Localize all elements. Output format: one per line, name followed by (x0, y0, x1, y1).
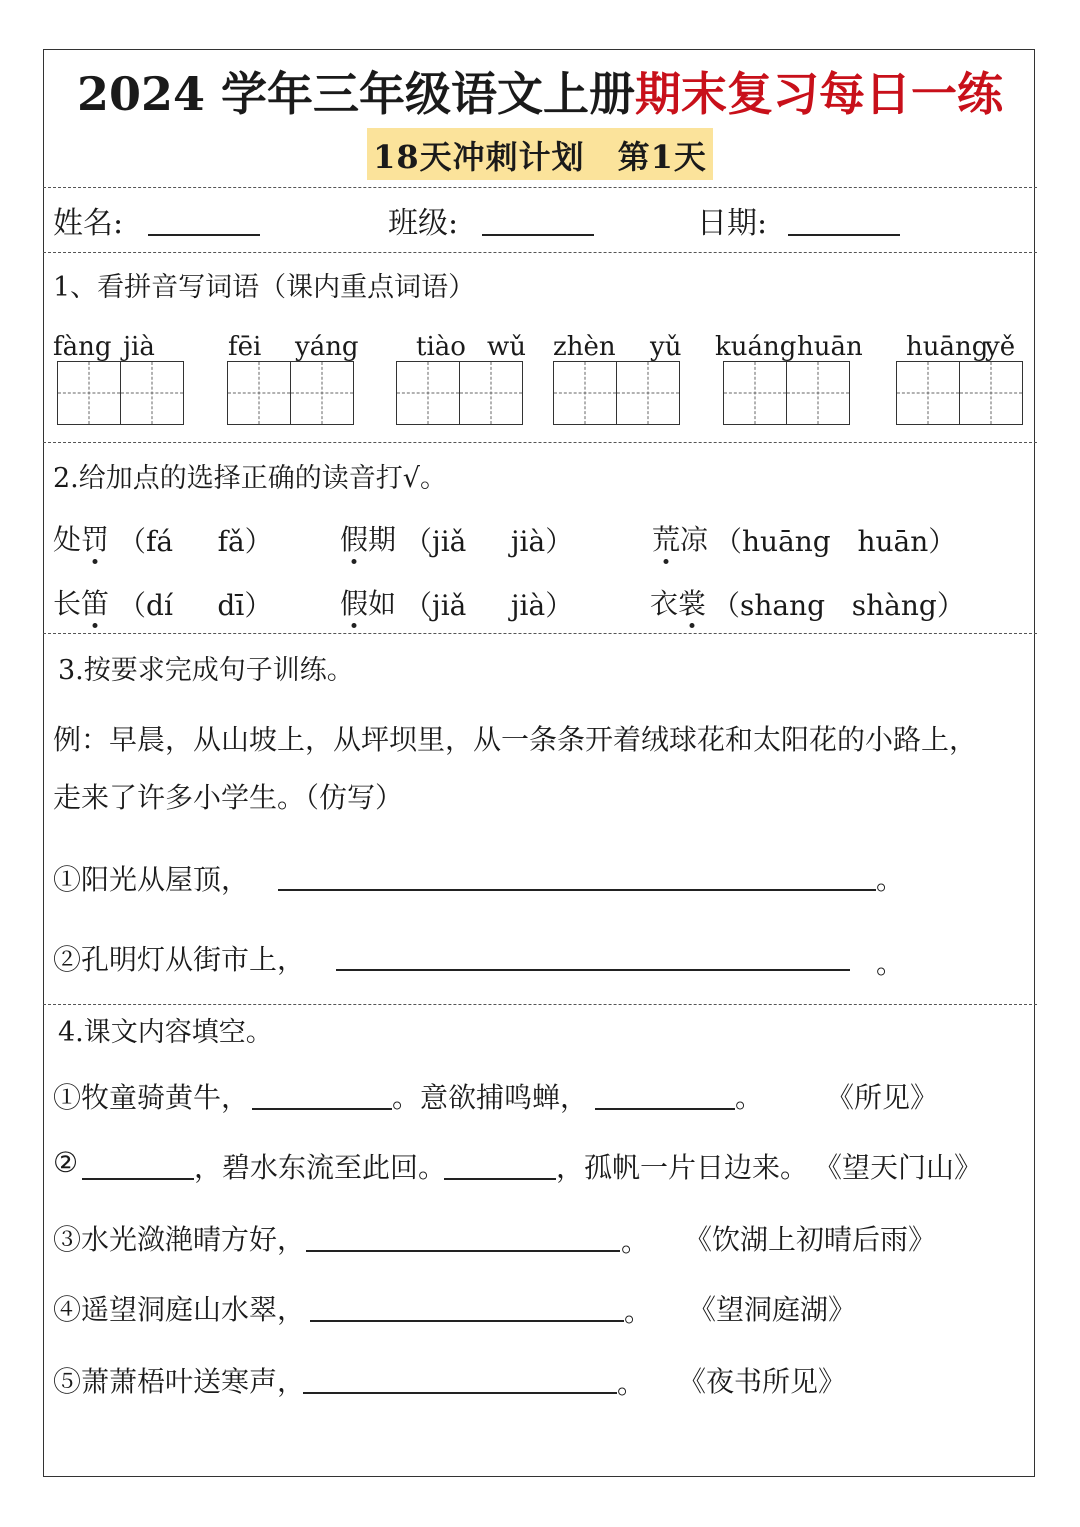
sentence-prompt-1: ①阳光从屋顶， (53, 863, 250, 896)
answer-blank[interactable] (595, 1108, 735, 1110)
grid-cell[interactable] (959, 361, 1023, 425)
period: 。 (624, 1295, 653, 1328)
section3-heading: 3.按要求完成句子训练。 (58, 655, 354, 686)
char: 处 (53, 523, 82, 556)
option-a[interactable]: jiǎ (432, 525, 467, 558)
period: 。 (621, 1225, 650, 1258)
writing-grid[interactable] (227, 361, 354, 425)
dotted-char: 罚 (81, 518, 109, 558)
subtitle: 18天冲刺计划 第1天 (373, 138, 707, 176)
class-label: 班级: (388, 206, 459, 241)
section1-heading: 1、看拼音写词语（课内重点词语） (53, 272, 476, 303)
divider (43, 633, 1037, 634)
option-b[interactable]: huān (857, 525, 929, 558)
pinyin: yě (985, 332, 1016, 362)
period: 。 (876, 863, 905, 896)
date-field[interactable] (788, 234, 900, 236)
divider (43, 187, 1037, 188)
char: 凉 (680, 523, 709, 556)
name-field[interactable] (148, 234, 260, 236)
writing-grid[interactable] (57, 361, 184, 425)
pinyin: yáng (295, 332, 359, 362)
option-a[interactable]: jiǎ (432, 589, 467, 622)
option-b[interactable]: jià (510, 525, 546, 558)
option-bracket[interactable]: （shang shàng） (712, 589, 965, 622)
section2-heading: 2.给加点的选择正确的读音打√。 (53, 463, 447, 494)
option-bracket[interactable]: （fá fǎ） (118, 525, 273, 558)
grid-cell[interactable] (616, 361, 680, 425)
char: 如 (368, 587, 397, 620)
option-bracket[interactable]: （jiǎ jià） (404, 525, 574, 558)
name-label: 姓名: (53, 206, 124, 241)
answer-blank[interactable] (252, 1108, 392, 1110)
pinyin: yǔ (650, 332, 682, 362)
poem-source: 《望天门山》 (814, 1151, 983, 1184)
option-bracket[interactable]: （dí dī） (118, 589, 273, 622)
option-bracket[interactable]: （huāng huān） (714, 525, 957, 558)
reading-item (53, 518, 109, 558)
answer-blank[interactable] (444, 1178, 556, 1180)
dotted-char: 裳 (678, 582, 706, 622)
answer-blank[interactable] (303, 1392, 617, 1394)
option-b[interactable]: dī (217, 589, 245, 622)
grid-cell[interactable] (459, 361, 523, 425)
grid-cell[interactable] (723, 361, 787, 425)
divider (43, 252, 1037, 253)
writing-grid[interactable] (553, 361, 680, 425)
poem-source: 《饮湖上初晴后雨》 (684, 1223, 937, 1256)
option-a[interactable]: shang (740, 589, 826, 622)
pinyin: huān (797, 332, 863, 362)
dotted-char: 笛 (81, 582, 109, 622)
writing-grid[interactable] (896, 361, 1023, 425)
poem-prompt: ⑤萧萧梧叶送寒声， (53, 1365, 306, 1398)
dotted-char: 假 (340, 582, 368, 622)
worksheet-frame (43, 49, 1035, 1477)
title-black: 2024 学年三年级语文上册 (76, 67, 636, 121)
poem-prompt: ，孤帆一片日边来。 (556, 1151, 809, 1184)
pinyin: jià (123, 332, 155, 362)
page-title (0, 58, 1080, 124)
pinyin: fàng (53, 332, 112, 362)
poem-prompt: ④遥望洞庭山水翠， (53, 1293, 306, 1326)
poem-source: 《望洞庭湖》 (688, 1293, 857, 1326)
answer-blank[interactable] (82, 1178, 194, 1180)
pinyin: fēi (228, 332, 262, 362)
dotted-char: 假 (340, 518, 368, 558)
reading-item (53, 582, 109, 622)
option-b[interactable]: jià (510, 589, 546, 622)
period: 。 (617, 1367, 646, 1400)
char: 长 (53, 587, 82, 620)
poem-prompt: ② (53, 1146, 79, 1179)
dotted-char: 荒 (652, 518, 680, 558)
writing-grid[interactable] (723, 361, 850, 425)
poem-prompt: ③水光潋滟晴方好， (53, 1223, 306, 1256)
option-b[interactable]: fǎ (217, 525, 245, 558)
reading-item (340, 518, 396, 558)
answer-blank[interactable] (310, 1320, 624, 1322)
date-label: 日期: (697, 206, 768, 241)
period: 。 (735, 1081, 764, 1114)
grid-cell[interactable] (120, 361, 184, 425)
answer-blank[interactable] (278, 889, 876, 891)
option-bracket[interactable]: （jiǎ jià） (404, 589, 574, 622)
example-line-2: 走来了许多小学生。（仿写） (53, 781, 404, 814)
pinyin: huāng (906, 332, 989, 362)
divider (43, 1004, 1037, 1005)
poem-prompt: ，碧水东流至此回。 (194, 1151, 447, 1184)
option-b[interactable]: shàng (851, 589, 937, 622)
answer-blank[interactable] (306, 1250, 620, 1252)
divider (43, 442, 1037, 443)
poem-source: 《夜书所见》 (678, 1365, 847, 1398)
option-a[interactable]: dí (146, 589, 173, 622)
grid-cell[interactable] (396, 361, 460, 425)
grid-cell[interactable] (227, 361, 291, 425)
pinyin: tiào (416, 332, 466, 362)
section4-heading: 4.课文内容填空。 (58, 1017, 273, 1048)
class-field[interactable] (482, 234, 594, 236)
grid-cell[interactable] (553, 361, 617, 425)
reading-item (650, 582, 706, 622)
option-a[interactable]: huāng (742, 525, 831, 558)
answer-blank[interactable] (336, 969, 850, 971)
pinyin: zhèn (553, 332, 616, 362)
grid-cell[interactable] (290, 361, 354, 425)
grid-cell[interactable] (786, 361, 850, 425)
grid-cell[interactable] (896, 361, 960, 425)
pinyin: wǔ (487, 332, 526, 362)
poem-prompt: ①牧童骑黄牛， (53, 1081, 250, 1114)
example-line-1: 例：早晨，从山坡上，从坪坝里，从一条条开着绒球花和太阳花的小路上， (53, 723, 978, 756)
char: 衣 (650, 587, 679, 620)
sentence-prompt-2: ②孔明灯从街市上， (53, 943, 306, 976)
char: 期 (368, 523, 397, 556)
title-red: 期末复习每日一练 (635, 67, 1004, 121)
writing-grid[interactable] (396, 361, 523, 425)
pinyin: kuáng (715, 332, 797, 362)
reading-item (652, 518, 708, 558)
grid-cell[interactable] (57, 361, 121, 425)
option-a[interactable]: fá (146, 525, 174, 558)
reading-item (340, 582, 396, 622)
period: 。 (876, 947, 905, 980)
poem-prompt: 。意欲捕鸣蝉， (392, 1081, 589, 1114)
poem-source: 《所见》 (826, 1081, 939, 1114)
